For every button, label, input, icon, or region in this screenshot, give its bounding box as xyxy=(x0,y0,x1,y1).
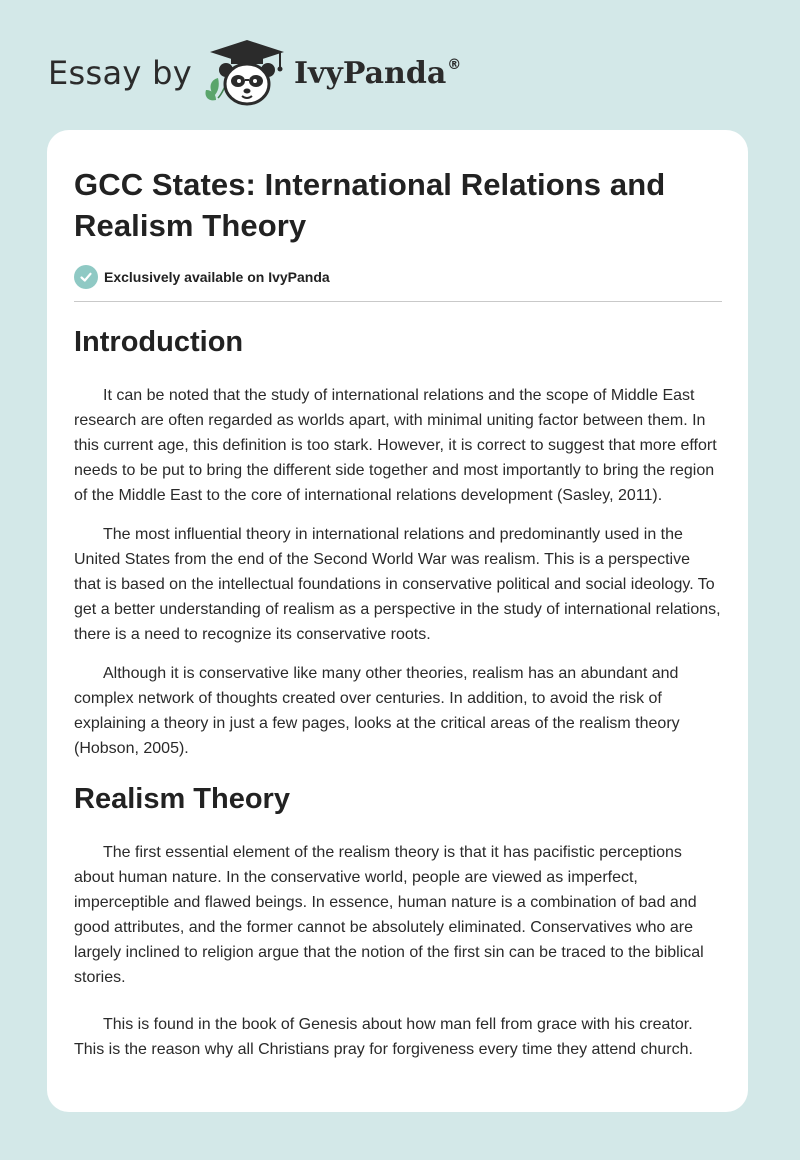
brand-header[interactable] xyxy=(48,38,461,108)
panda-graduate-icon xyxy=(204,38,290,108)
article-title: GCC States: International Relations and Realism Theory xyxy=(74,167,666,243)
paragraph: Although it is conservative like many other theories, realism has an abundant and complex network of thoughts created over centuries. In addition, to avoid the risk of explaining a theory in just a few pages, looks at the critical areas of the realism theory (Hobson, 2005). xyxy=(74,665,680,757)
paragraph: It can be noted that the study of international relations and the scope of Middle East research are often regarded as worlds apart, with minimal uniting factor between them. In this current age, this definition is too stark. However, it is correct to suggest that more effort needs to be put to bring the different side together and most importantly to bring the region of the Middle East to the core of international relations development (Sasley, 2011). xyxy=(74,387,717,504)
paragraph: This is found in the book of Genesis about how man fell from grace with his creator. This is the reason why all Christians pray for forgiveness every time they attend church. xyxy=(74,1016,693,1058)
check-circle-icon xyxy=(74,265,98,289)
section-heading-introduction: Introduction xyxy=(74,326,244,358)
paragraph: The most influential theory in international relations and predominantly used in the United States from the end of the Second World War was realism. This is a perspective that is based on the intellectual foundations in conservative political and social ideology. To get a better understanding of realism as a perspective in the study of international relations, there is a need to recognize its conservative roots. xyxy=(74,526,721,643)
divider xyxy=(74,301,722,302)
brand-prefix: Essay by xyxy=(48,54,192,92)
section-heading-realism-theory: Realism Theory xyxy=(74,783,290,815)
article-card xyxy=(47,130,748,1112)
exclusive-label: Exclusively available on IvyPanda xyxy=(104,269,330,285)
brand-name: IvyPanda® xyxy=(293,55,462,91)
exclusive-badge xyxy=(74,264,721,290)
paragraph: The first essential element of the realism theory is that it has pacifistic perceptions about human nature. In the conservative world, people are viewed as imperfect, imperceptible and flawed beings. In essence, human nature is a combination of bad and good attributes, and the former cannot be absolutely eliminated. Conservatives who are largely inclined to religion argue that the notion of the first sin can be traced to the biblical stories. xyxy=(74,844,704,986)
